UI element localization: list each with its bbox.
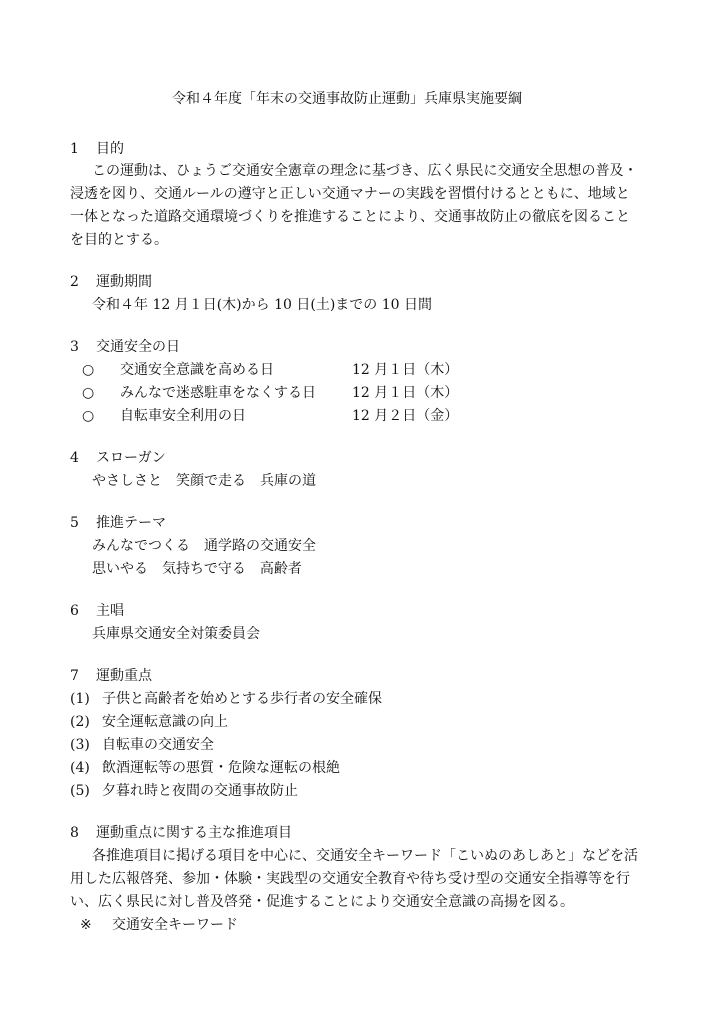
section-heading-slogan: 4 スローガン — [70, 450, 166, 466]
promotion-line-3: い、広く県民に対し普及啓発・促進することにより交通安全意識の高揚を図る。 — [70, 894, 574, 910]
safety-day-row: ○ みんなで迷惑駐車をなくする日 12 月１日（木） — [82, 385, 459, 401]
priority-item: (3) 自転車の交通安全 — [70, 737, 214, 753]
theme-line-2: 思いやる 気持ちで守る 高齢者 — [92, 561, 302, 577]
priority-item: (1) 子供と高齢者を始めとする歩行者の安全確保 — [70, 691, 382, 707]
reference-mark-icon: ※ — [80, 917, 92, 933]
period-text: 令和４年 12 月１日(木)から 10 日(土)までの 10 日間 — [92, 297, 432, 313]
keyword-note: ※ 交通安全キーワード — [80, 917, 238, 933]
section-heading-purpose: 1 目的 — [70, 141, 124, 157]
promotion-line-1: 各推進項目に掲げる項目を中心に、交通安全キーワード「こいぬのあしあと」などを活 — [92, 848, 638, 864]
section-heading-promotion: 8 運動重点に関する主な推進項目 — [70, 825, 292, 841]
page-title: 令和４年度「年末の交通事故防止運動」兵庫県実施要綱 — [172, 91, 522, 107]
priority-item: (4) 飲酒運転等の悪質・危険な運転の根絶 — [70, 760, 340, 776]
section-heading-safety-days: 3 交通安全の日 — [70, 339, 180, 355]
purpose-line-3: 一体となった道路交通環境づくりを推進することにより、交通事故防止の徹底を図ること — [70, 209, 630, 225]
section-heading-theme: 5 推進テーマ — [70, 515, 166, 531]
safety-day-row: ○ 交通安全意識を高める日 12 月１日（木） — [82, 362, 459, 378]
purpose-line-4: を目的とする。 — [70, 232, 168, 248]
section-heading-sponsor: 6 主唱 — [70, 603, 124, 619]
priority-item: (5) 夕暮れ時と夜間の交通事故防止 — [70, 783, 298, 799]
purpose-line-2: 浸透を図り、交通ルールの遵守と正しい交通マナーの実践を習慣付けるとともに、地域と — [70, 186, 630, 202]
promotion-line-2: 用した広報啓発、参加・体験・実践型の交通安全教育や待ち受け型の交通安全指導等を行 — [70, 871, 630, 887]
sponsor-text: 兵庫県交通安全対策委員会 — [92, 626, 260, 642]
theme-line-1: みんなでつくる 通学路の交通安全 — [92, 538, 316, 554]
section-heading-period: 2 運動期間 — [70, 274, 152, 290]
safety-day-row: ○ 自転車安全利用の日 12 月２日（金） — [82, 408, 459, 424]
purpose-line-1: この運動は、ひょうご交通安全憲章の理念に基づき、広く県民に交通安全思想の普及・ — [92, 163, 638, 179]
priority-item: (2) 安全運転意識の向上 — [70, 714, 228, 730]
section-heading-priorities: 7 運動重点 — [70, 668, 152, 684]
slogan-text: やさしさと 笑顔で走る 兵庫の道 — [92, 473, 316, 489]
